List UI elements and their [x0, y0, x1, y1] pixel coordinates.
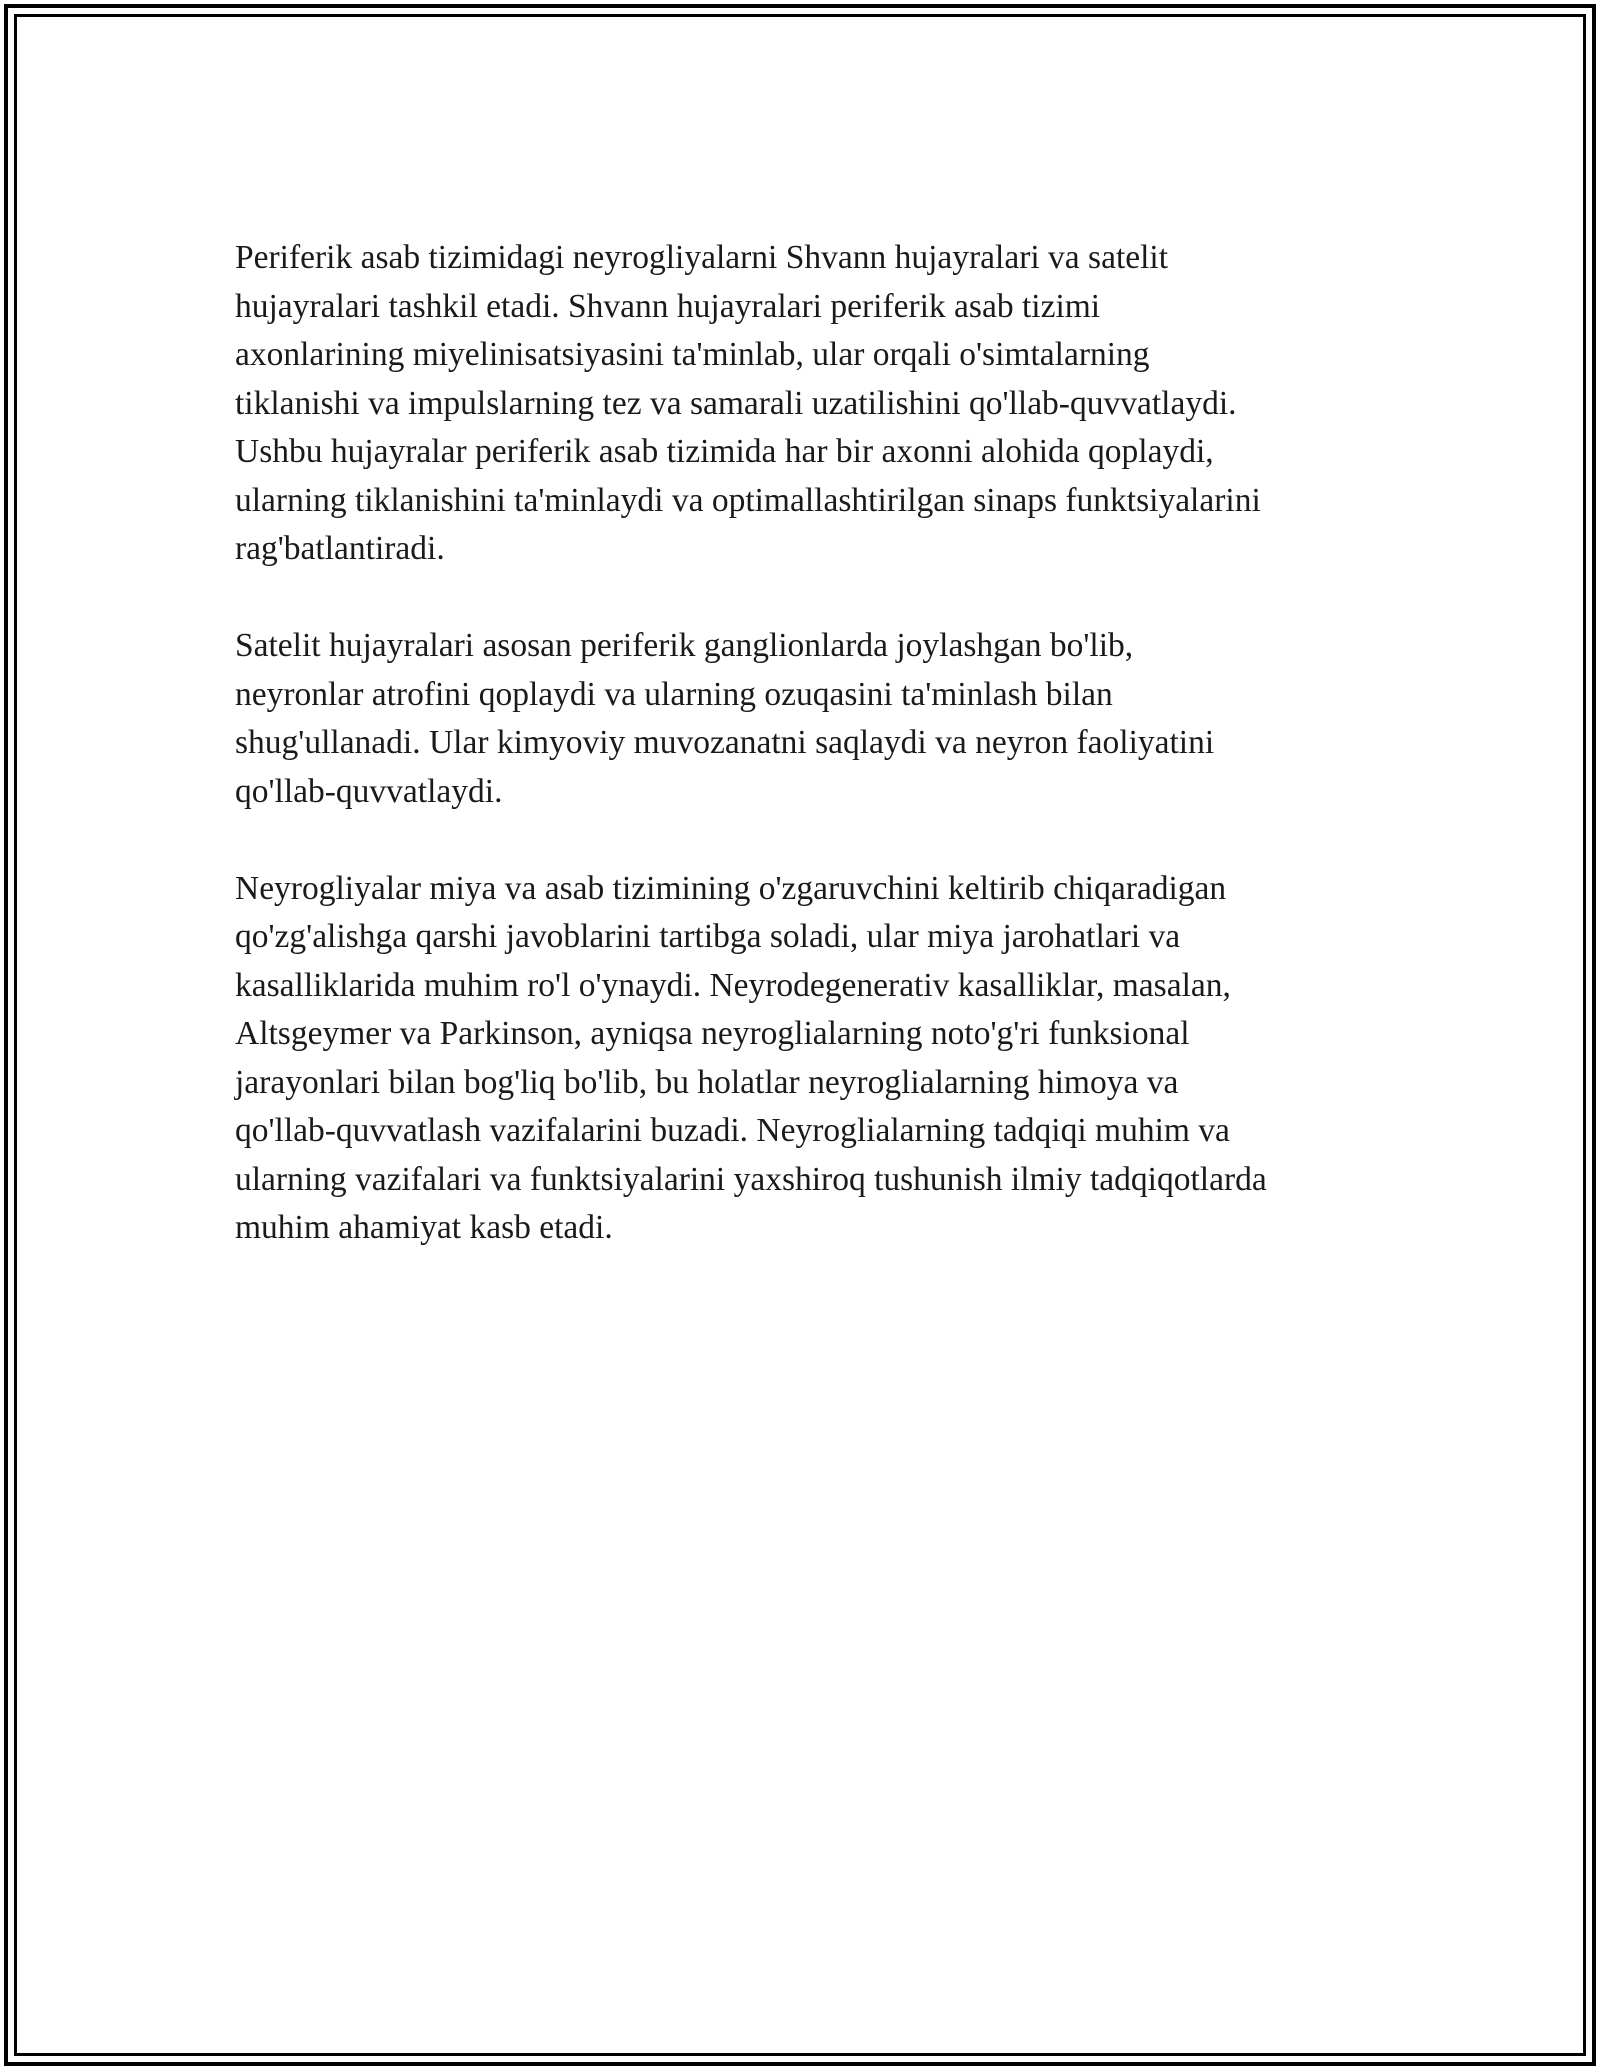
text-line: qo'llab-quvvatlaydi. [235, 772, 503, 810]
text-line: Ushbu hujayralar periferik asab tizimida har bir axonni alohida qoplaydi, [235, 433, 1214, 470]
text-line: Neyrogliyalar miya va asab tizimining o'zgaruvchini keltirib chiqaradigan [235, 869, 1227, 907]
text-line: neyronlar atrofini qoplaydi va ularning ozuqasini ta'minlash bilan [235, 675, 1113, 713]
paragraph-neuroglia-diseases [235, 865, 1385, 1253]
text-line: Periferik asab tizimidagi neyrogliyalarni Shvann hujayralari va satelit [235, 239, 1169, 276]
document-body [235, 234, 1385, 1301]
text-line: tiklanishi va impulslarning tez va samarali uzatilishini qo'llab-quvvatlaydi. [235, 384, 1237, 422]
text-line: jarayonlari bilan bog'liq bo'lib, bu holatlar neyroglialarning himoya va [235, 1063, 1179, 1101]
paragraph-satellite-cells [235, 622, 1385, 816]
text-line: ularning tiklanishini ta'minlaydi va optimallashtirilgan sinaps funktsiyalarini [235, 481, 1261, 519]
text-line: qo'llab-quvvatlash vazifalarini buzadi. Neyroglialarning tadqiqi muhim va [235, 1112, 1230, 1149]
text-line: hujayralari tashkil etadi. Shvann hujayralari periferik asab tizimi [235, 287, 1101, 325]
text-line: shug'ullanadi. Ular kimyoviy muvozanatni saqlaydi va neyron faoliyatini [235, 724, 1215, 761]
text-line: rag'batlantiradi. [235, 530, 445, 567]
paragraph-schwann-cells [235, 234, 1385, 574]
text-line: Satelit hujayralari asosan periferik ganglionlarda joylashgan bo'lib, [235, 627, 1134, 664]
text-line: ularning vazifalari va funktsiyalarini yaxshiroq tushunish ilmiy tadqiqotlarda [235, 1160, 1267, 1198]
text-line: muhim ahamiyat kasb etadi. [235, 1209, 613, 1246]
text-line: axonlarining miyelinisatsiyasini ta'minlab, ular orqali o'simtalarning [235, 336, 1150, 373]
text-line: qo'zg'alishga qarshi javoblarini tartibga soladi, ular miya jarohatlari va [235, 918, 1181, 955]
text-line: Altsgeymer va Parkinson, ayniqsa neyroglialarning noto'g'ri funksional [235, 1015, 1190, 1052]
text-line: kasalliklarida muhim ro'l o'ynaydi. Neyrodegenerativ kasalliklar, masalan, [235, 966, 1231, 1004]
